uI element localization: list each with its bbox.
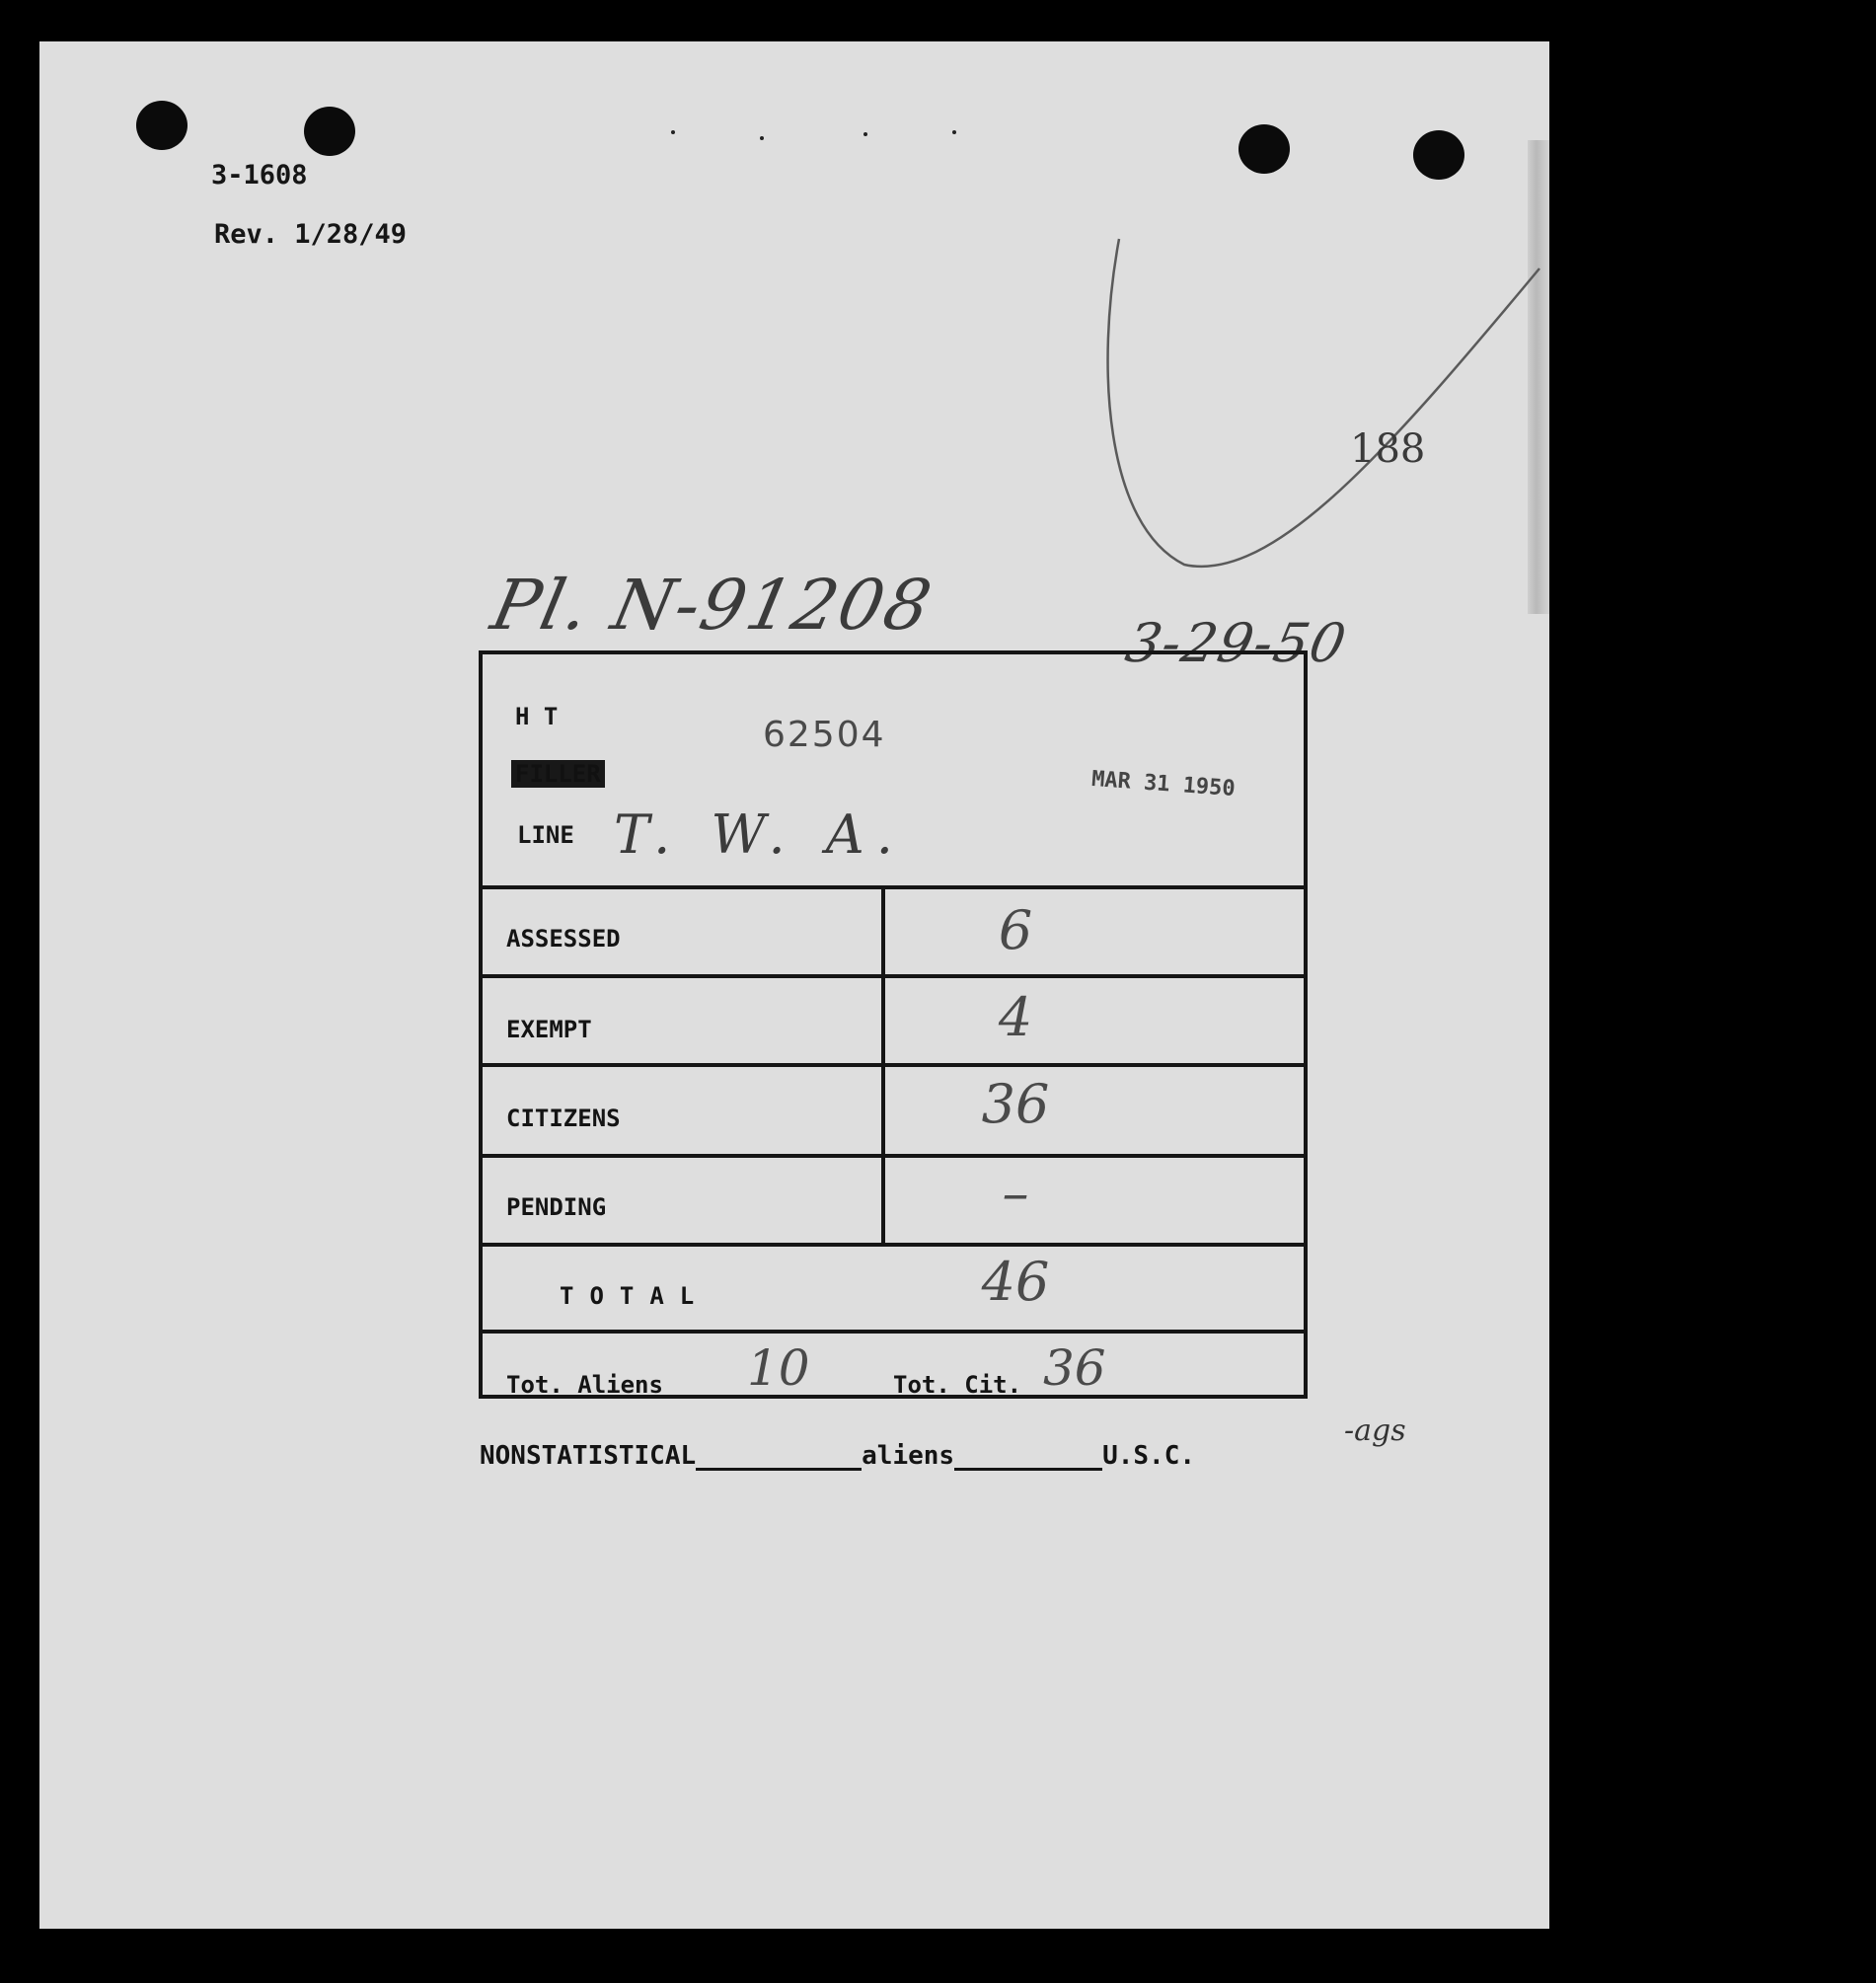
row-divider — [483, 1154, 1304, 1158]
row-label-total: TOTAL — [560, 1282, 711, 1310]
stamped-number: 62504 — [763, 715, 886, 755]
page-number: 188 — [1350, 426, 1426, 472]
row-divider — [483, 1330, 1304, 1334]
row-label-assessed: ASSESSED — [506, 925, 621, 953]
nonstatistical-label: NONSTATISTICAL — [480, 1441, 697, 1471]
document-page — [39, 41, 1549, 1929]
total-aliens-value: 10 — [747, 1339, 810, 1397]
handwritten-reference: Pl. N-91208 — [485, 565, 940, 646]
header-label-ht: H T — [515, 703, 559, 730]
handwritten-date: 3-29-50 — [1120, 612, 1353, 674]
header-label-line: LINE — [517, 821, 574, 849]
revision-date: Rev. 1/28/49 — [214, 219, 408, 250]
row-value-exempt: 4 — [998, 986, 1033, 1048]
header-label-struck: FILLER — [511, 760, 605, 788]
speck — [952, 130, 956, 134]
form-number: 3-1608 — [211, 160, 308, 191]
handwritten-initials: -ags — [1344, 1413, 1406, 1448]
speck — [671, 130, 675, 134]
nonstatistical-line — [480, 1441, 1195, 1471]
check-mark-icon — [1076, 219, 1549, 594]
speck — [760, 136, 764, 140]
usc-label: U.S.C. — [1102, 1441, 1195, 1471]
punch-hole-4 — [1413, 130, 1464, 180]
speck — [863, 132, 867, 136]
handwritten-name: T. W. A. — [614, 803, 905, 866]
row-divider — [483, 974, 1304, 978]
column-divider — [881, 889, 885, 1247]
row-value-total: 46 — [981, 1251, 1050, 1313]
total-citizens-label: Tot. Cit. — [893, 1371, 1022, 1399]
nonstatistical-usc-blank — [954, 1444, 1102, 1471]
total-citizens-value: 36 — [1043, 1339, 1106, 1397]
row-divider — [483, 1243, 1304, 1247]
row-value-assessed: 6 — [998, 899, 1033, 961]
punch-hole-2 — [304, 107, 355, 156]
row-divider — [483, 1063, 1304, 1067]
punch-hole-1 — [136, 101, 188, 150]
row-divider — [483, 885, 1304, 889]
row-value-citizens: 36 — [981, 1073, 1050, 1135]
stamped-date: MAR 31 1950 — [1090, 766, 1237, 802]
row-label-pending: PENDING — [506, 1193, 607, 1221]
row-label-exempt: EXEMPT — [506, 1016, 592, 1043]
nonstatistical-aliens-blank — [696, 1444, 862, 1471]
total-aliens-label: Tot. Aliens — [506, 1371, 663, 1399]
punch-hole-3 — [1238, 124, 1290, 174]
row-value-pending: – — [1002, 1162, 1029, 1224]
aliens-label: aliens — [862, 1441, 955, 1471]
row-label-citizens: CITIZENS — [506, 1105, 621, 1132]
